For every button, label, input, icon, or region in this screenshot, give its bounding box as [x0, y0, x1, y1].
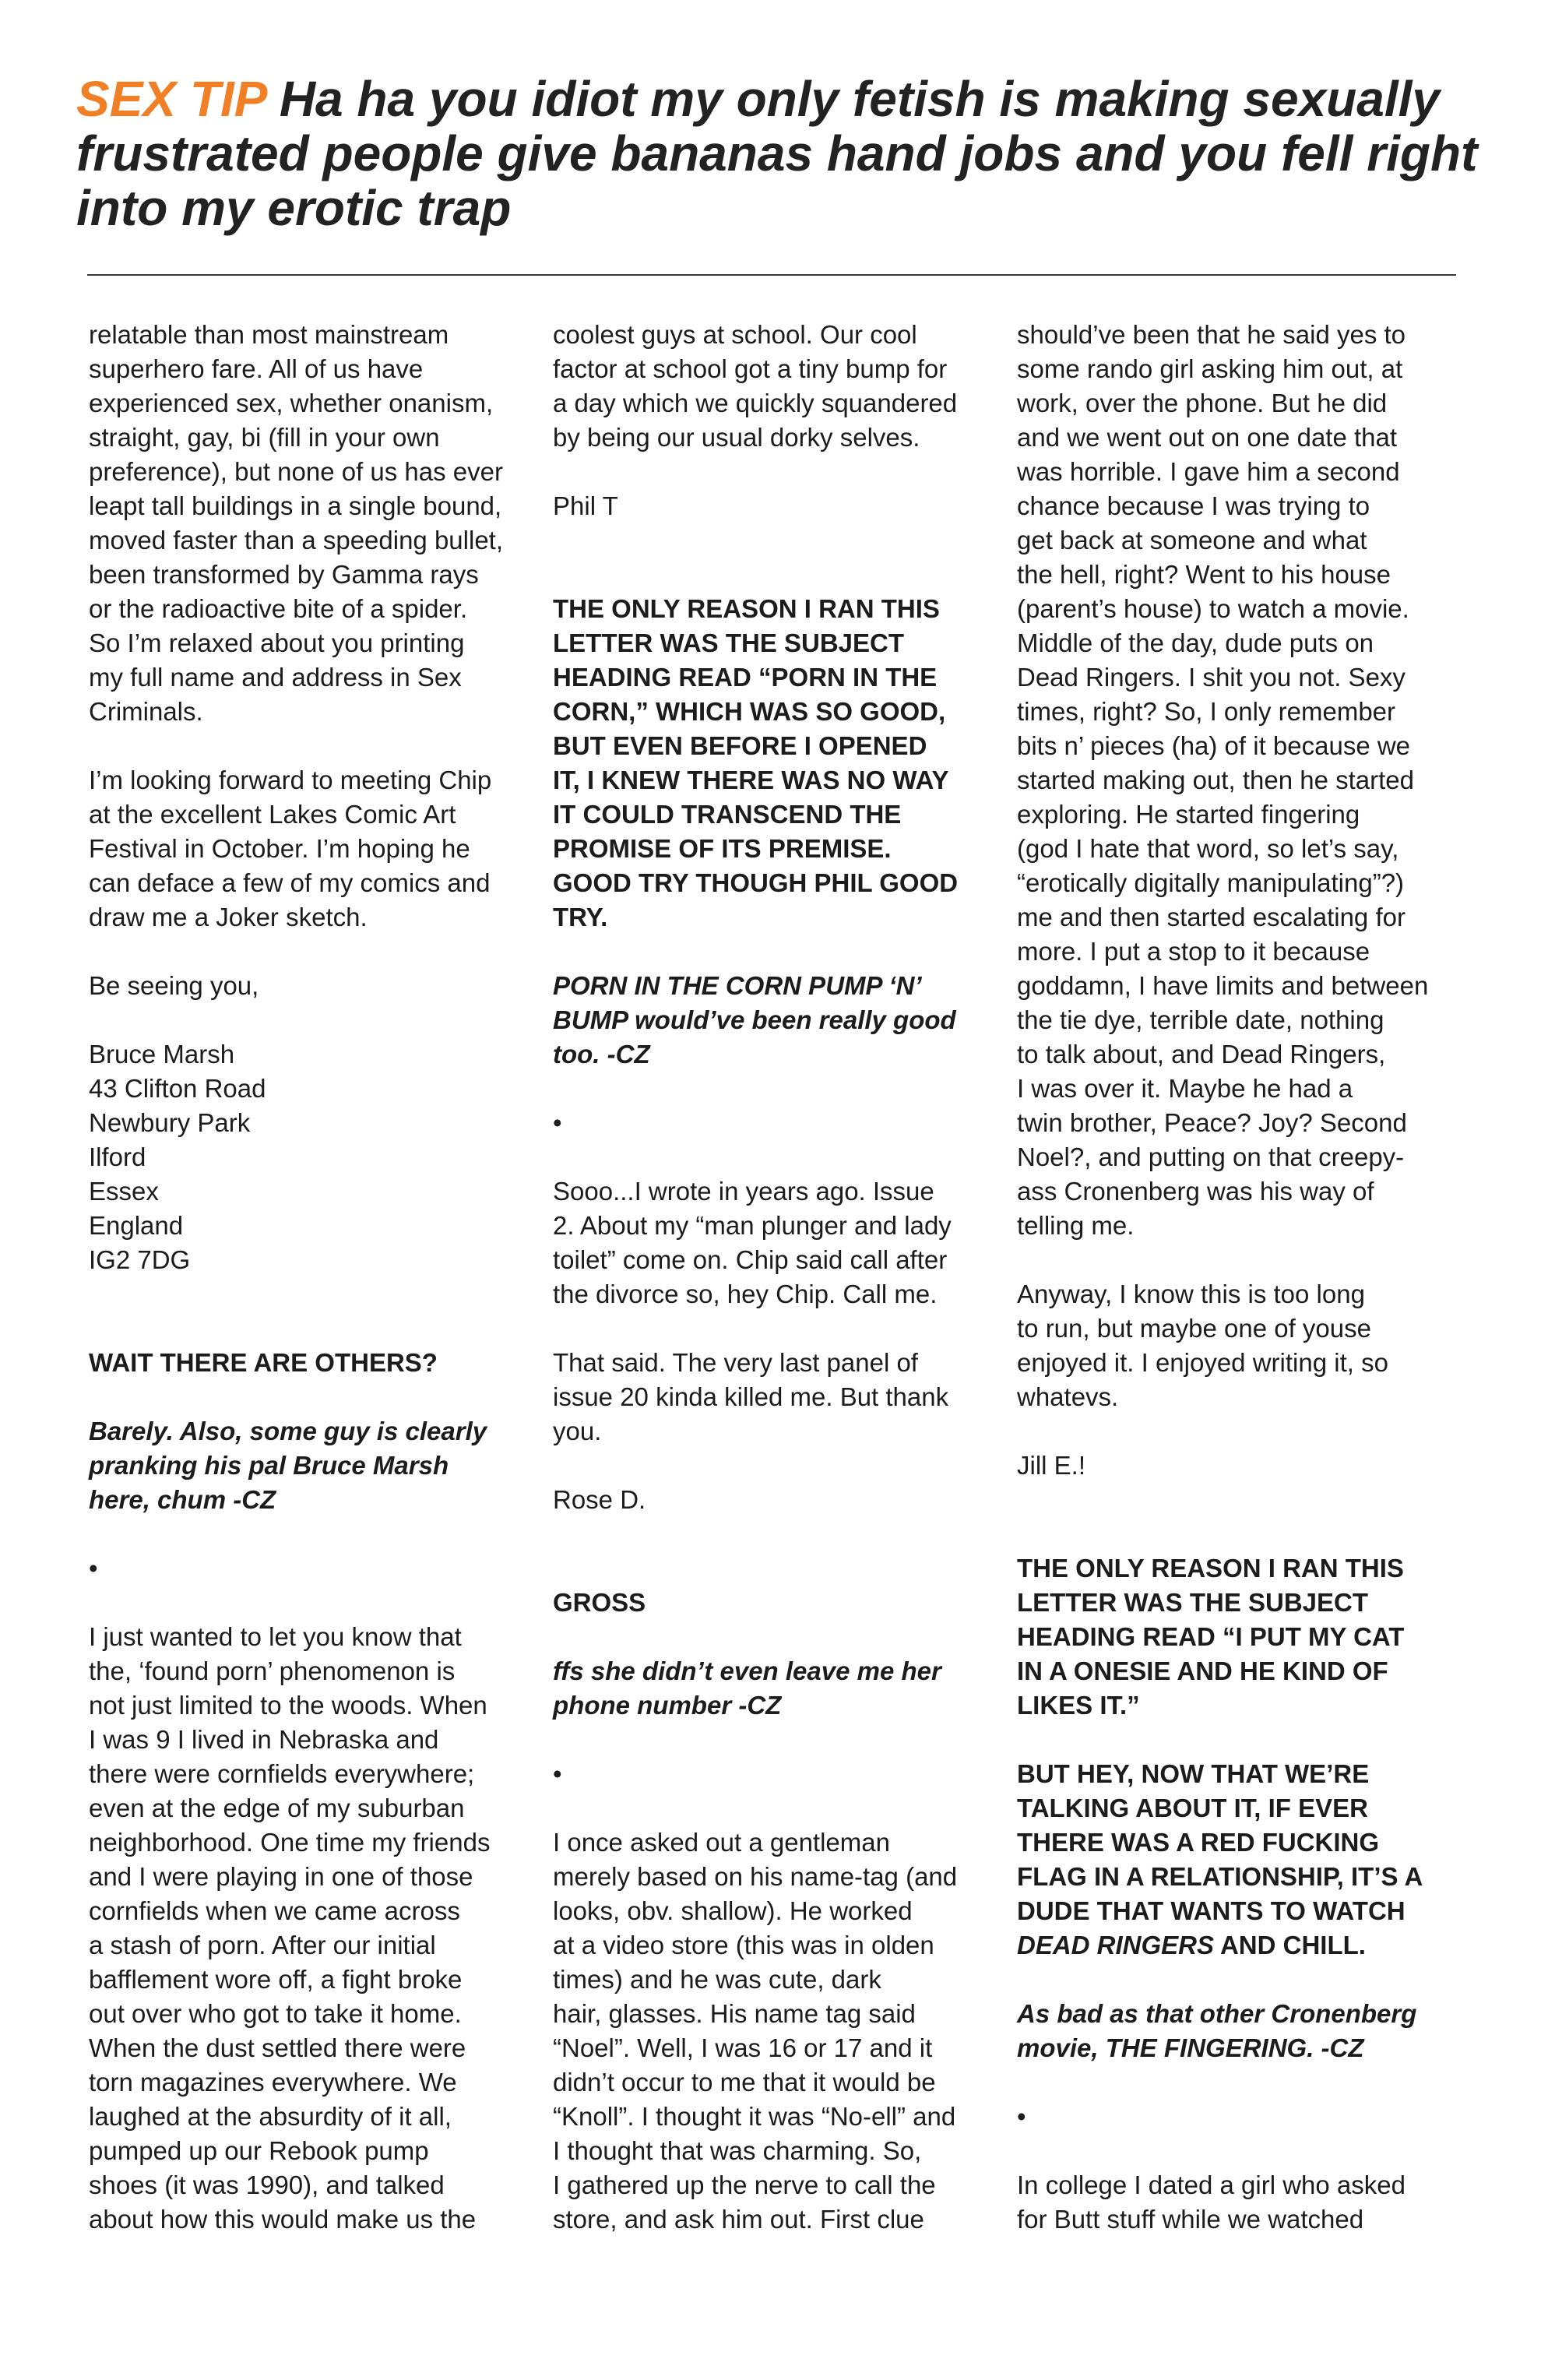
- letter-paragraph: Anyway, I know this is too long to run, but maybe one of youse enjoyed it. I enjoyed writing it, so whatevs.: [1017, 1280, 1388, 1411]
- editor-reply: PORN IN THE CORN PUMP ‘N’ BUMP would’ve been really good too. -CZ: [553, 971, 956, 1069]
- column-1: [89, 318, 525, 2237]
- editor-reply-heading: WAIT THERE ARE OTHERS?: [89, 1348, 438, 1377]
- reply-heading-text: BUT HEY, NOW THAT WE’RE TALKING ABOUT IT, IF EVER THERE WAS A RED FUCKING FLAG IN A RELATIONSHIP, IT’S A DUDE THAT WANTS TO WATCH: [1017, 1759, 1423, 1925]
- bullet-separator: •: [89, 1554, 98, 1583]
- editor-reply-heading: THE ONLY REASON I RAN THIS LETTER WAS THE SUBJECT HEADING READ “I PUT MY CAT IN A ONESIE AND HE KIND OF LIKES IT.”: [1017, 1554, 1405, 1720]
- editor-reply: As bad as that other Cronenberg movie, THE FINGERING. -CZ: [1017, 1999, 1417, 2062]
- letter-paragraph: In college I dated a girl who asked for Butt stuff while we watched: [1017, 2171, 1406, 2234]
- letter-paragraph: coolest guys at school. Our cool factor at school got a tiny bump for a day which we quickly squandered by being our usual dorky selves.: [553, 320, 958, 452]
- column-3: [1017, 318, 1461, 2237]
- bullet-separator: •: [553, 1759, 562, 1788]
- editor-reply: Barely. Also, some guy is clearly pranking his pal Bruce Marsh here, chum -CZ: [89, 1417, 487, 1514]
- letter-signature: Phil T: [553, 491, 618, 520]
- letter-signature: Jill E.!: [1017, 1451, 1086, 1480]
- letter-paragraph: should’ve been that he said yes to some rando girl asking him out, at work, over the phone. But he did and we went out on one date that was horrible. I gave him a second chance because I was trying to get back at someone and what the hell, right? Went to his house (parent’s house) to watch a movie. Middle of the day, dude puts on Dead Ringers. I shit you not. Sexy times, right? So, I only remember bits n’ pieces (ha) of it because we started making out, then he started exploring. He started fingering (god I hate that word, so let’s say, “erotically digitally manipulating”?) me and then started escalating for more. I put a stop to it because goddamn, I have limits and between the tie dye, terrible date, nothing to talk about, and Dead Ringers, I was over it. Maybe he had a twin brother, Peace? Joy? Second Noel?, and putting on that creepy- ass Cronenberg was his way of telling me.: [1017, 320, 1429, 1240]
- bullet-separator: •: [553, 1108, 562, 1137]
- letter-paragraph: I’m looking forward to meeting Chip at the excellent Lakes Comic Art Festival in October. I’m hoping he can deface a few of my comics and draw me a Joker sketch.: [89, 766, 492, 931]
- bullet-separator: •: [1017, 2102, 1026, 2131]
- letter-paragraph: relatable than most mainstream superhero fare. All of us have experienced sex, whether onanism, straight, gay, bi (fill in your own preference), but none of us has ever leapt tall buildings in a single bound, moved faster than a speeding bullet, been transformed by Gamma rays or the radioactive bite of a spider. So I’m relaxed about you printing my full name and address in Sex Criminals.: [89, 320, 504, 726]
- reply-heading-end: AND CHILL.: [1214, 1931, 1366, 1959]
- letter-paragraph: Sooo...I wrote in years ago. Issue 2. About my “man plunger and lady toilet” come on. Chip said call after the divorce so, hey Chip. Call me.: [553, 1177, 952, 1308]
- header-divider: [87, 274, 1456, 276]
- letter-paragraph: I just wanted to let you know that the, ‘found porn’ phenomenon is not just limited to the woods. When I was 9 I lived in Nebraska and there were cornfields everywhere; even at the edge of my suburban neighborhood. One time my friends and I were playing in one of those cornfields when we came across a stash of porn. After our initial bafflement wore off, a fight broke out over who got to take it home. When the dust settled there were torn magazines everywhere. We laughed at the absurdity of it all, pumped up our Rebook pump shoes (it was 1990), and talked about how this would make us the: [89, 1622, 491, 2234]
- letter-signoff: Be seeing you,: [89, 971, 259, 1000]
- editor-reply-heading: THE ONLY REASON I RAN THIS LETTER WAS THE SUBJECT HEADING READ “PORN IN THE CORN,” WHICH WAS SO GOOD, BUT EVEN BEFORE I OPENED IT, I KNEW THERE WAS NO WAY IT COULD TRANSCEND THE PROMISE OF ITS PREMISE. GOOD TRY THOUGH PHIL GOOD TRY.: [553, 594, 959, 931]
- headline: [76, 72, 1478, 235]
- headline-text: Ha ha you idiot my only fetish is making sexually frustrated people give bananas hand jobs and you fell right into my erotic trap: [76, 71, 1478, 236]
- letter-address: Bruce Marsh 43 Clifton Road Newbury Park Ilford Essex England IG2 7DG: [89, 1040, 266, 1274]
- editor-reply: ffs she didn’t even leave me her phone number -CZ: [553, 1656, 941, 1720]
- column-2: [553, 318, 989, 2237]
- letter-signature: Rose D.: [553, 1485, 646, 1514]
- editor-reply-heading: GROSS: [553, 1588, 646, 1617]
- letter-paragraph: I once asked out a gentleman merely based on his name-tag (and looks, obv. shallow). He worked at a video store (this was in olden times) and he was cute, dark hair, glasses. His name tag said “Noel”. Well, I was 16 or 17 and it didn’t occur to me that it would be “Knoll”. I thought it was “No-ell” and I thought that was charming. So, I gathered up the nerve to call the store, and ask him out. First clue: [553, 1828, 958, 2234]
- sex-tip-label: SEX TIP: [76, 71, 266, 127]
- editor-reply-heading-continued: [1017, 1757, 1461, 1963]
- letter-paragraph: That said. The very last panel of issue 20 kinda killed me. But thank you.: [553, 1348, 949, 1445]
- movie-title: DEAD RINGERS: [1017, 1931, 1215, 1959]
